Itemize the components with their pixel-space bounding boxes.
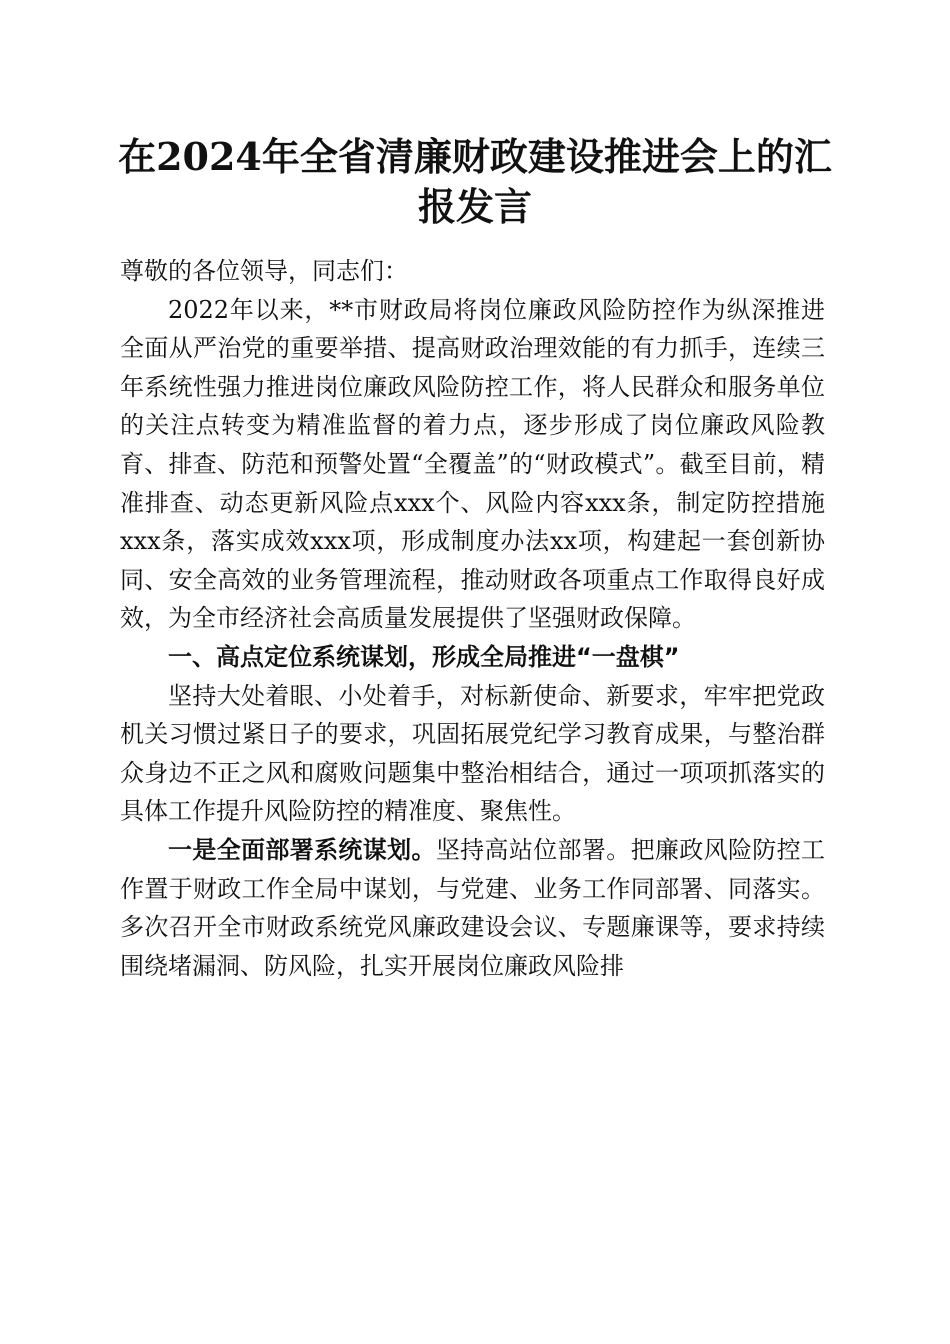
section-heading: 一、高点定位系统谋划，形成全局推进“一盘棋”: [168, 642, 680, 671]
salutation: 尊敬的各位领导，同志们：: [120, 257, 408, 285]
paragraph: 坚持大处着眼、小处着手，对标新使命、新要求，牢牢把党政机关习惯过紧日子的要求，巩固拓展党纪学习教育成果，与整治群众身边不正之风和腐败问题集中整治相结合，通过一项项抓落实的具体工作提升风险防控的精准度、聚焦性。: [120, 681, 825, 826]
paragraph: [120, 831, 825, 985]
paragraph: 2022年以来，**市财政局将岗位廉政风险防控作为纵深推进全面从严治党的重要举措、提高财政治理效能的有力抓手，连续三年系统性强力推进岗位廉政风险防控工作，将人民群众和服务单位的关注点转变为精准监督的着力点，逐步形成了岗位廉政风险教育、排查、防范和预警处置“全覆盖”的“财政模式”。截至目前，精准排查、动态更新风险点xxx个、风险内容xxx条，制定防控措施xxx条，落实成效xxx项，形成制度办法xx项，构建起一套创新协同、安全高效的业务管理流程，推动财政各项重点工作取得良好成效，为全市经济社会高质量发展提供了坚强财政保障。: [120, 295, 825, 633]
paragraph-lead: 一是全面部署系统谋划。: [168, 834, 436, 864]
document-body: [120, 252, 825, 985]
paragraph-text: 坚持高站位部署。把廉政风险防控工作置于财政工作全局中谋划，与党建、业务工作同部署、同落实。多次召开全市财政系统党风廉政建设会议、专题廉课等，要求持续围绕堵漏洞、防风险，扎实开展岗位廉政风险排: [120, 835, 826, 980]
document-title: 在2024年全省清廉财政建设推进会上的汇报发言: [118, 134, 832, 229]
